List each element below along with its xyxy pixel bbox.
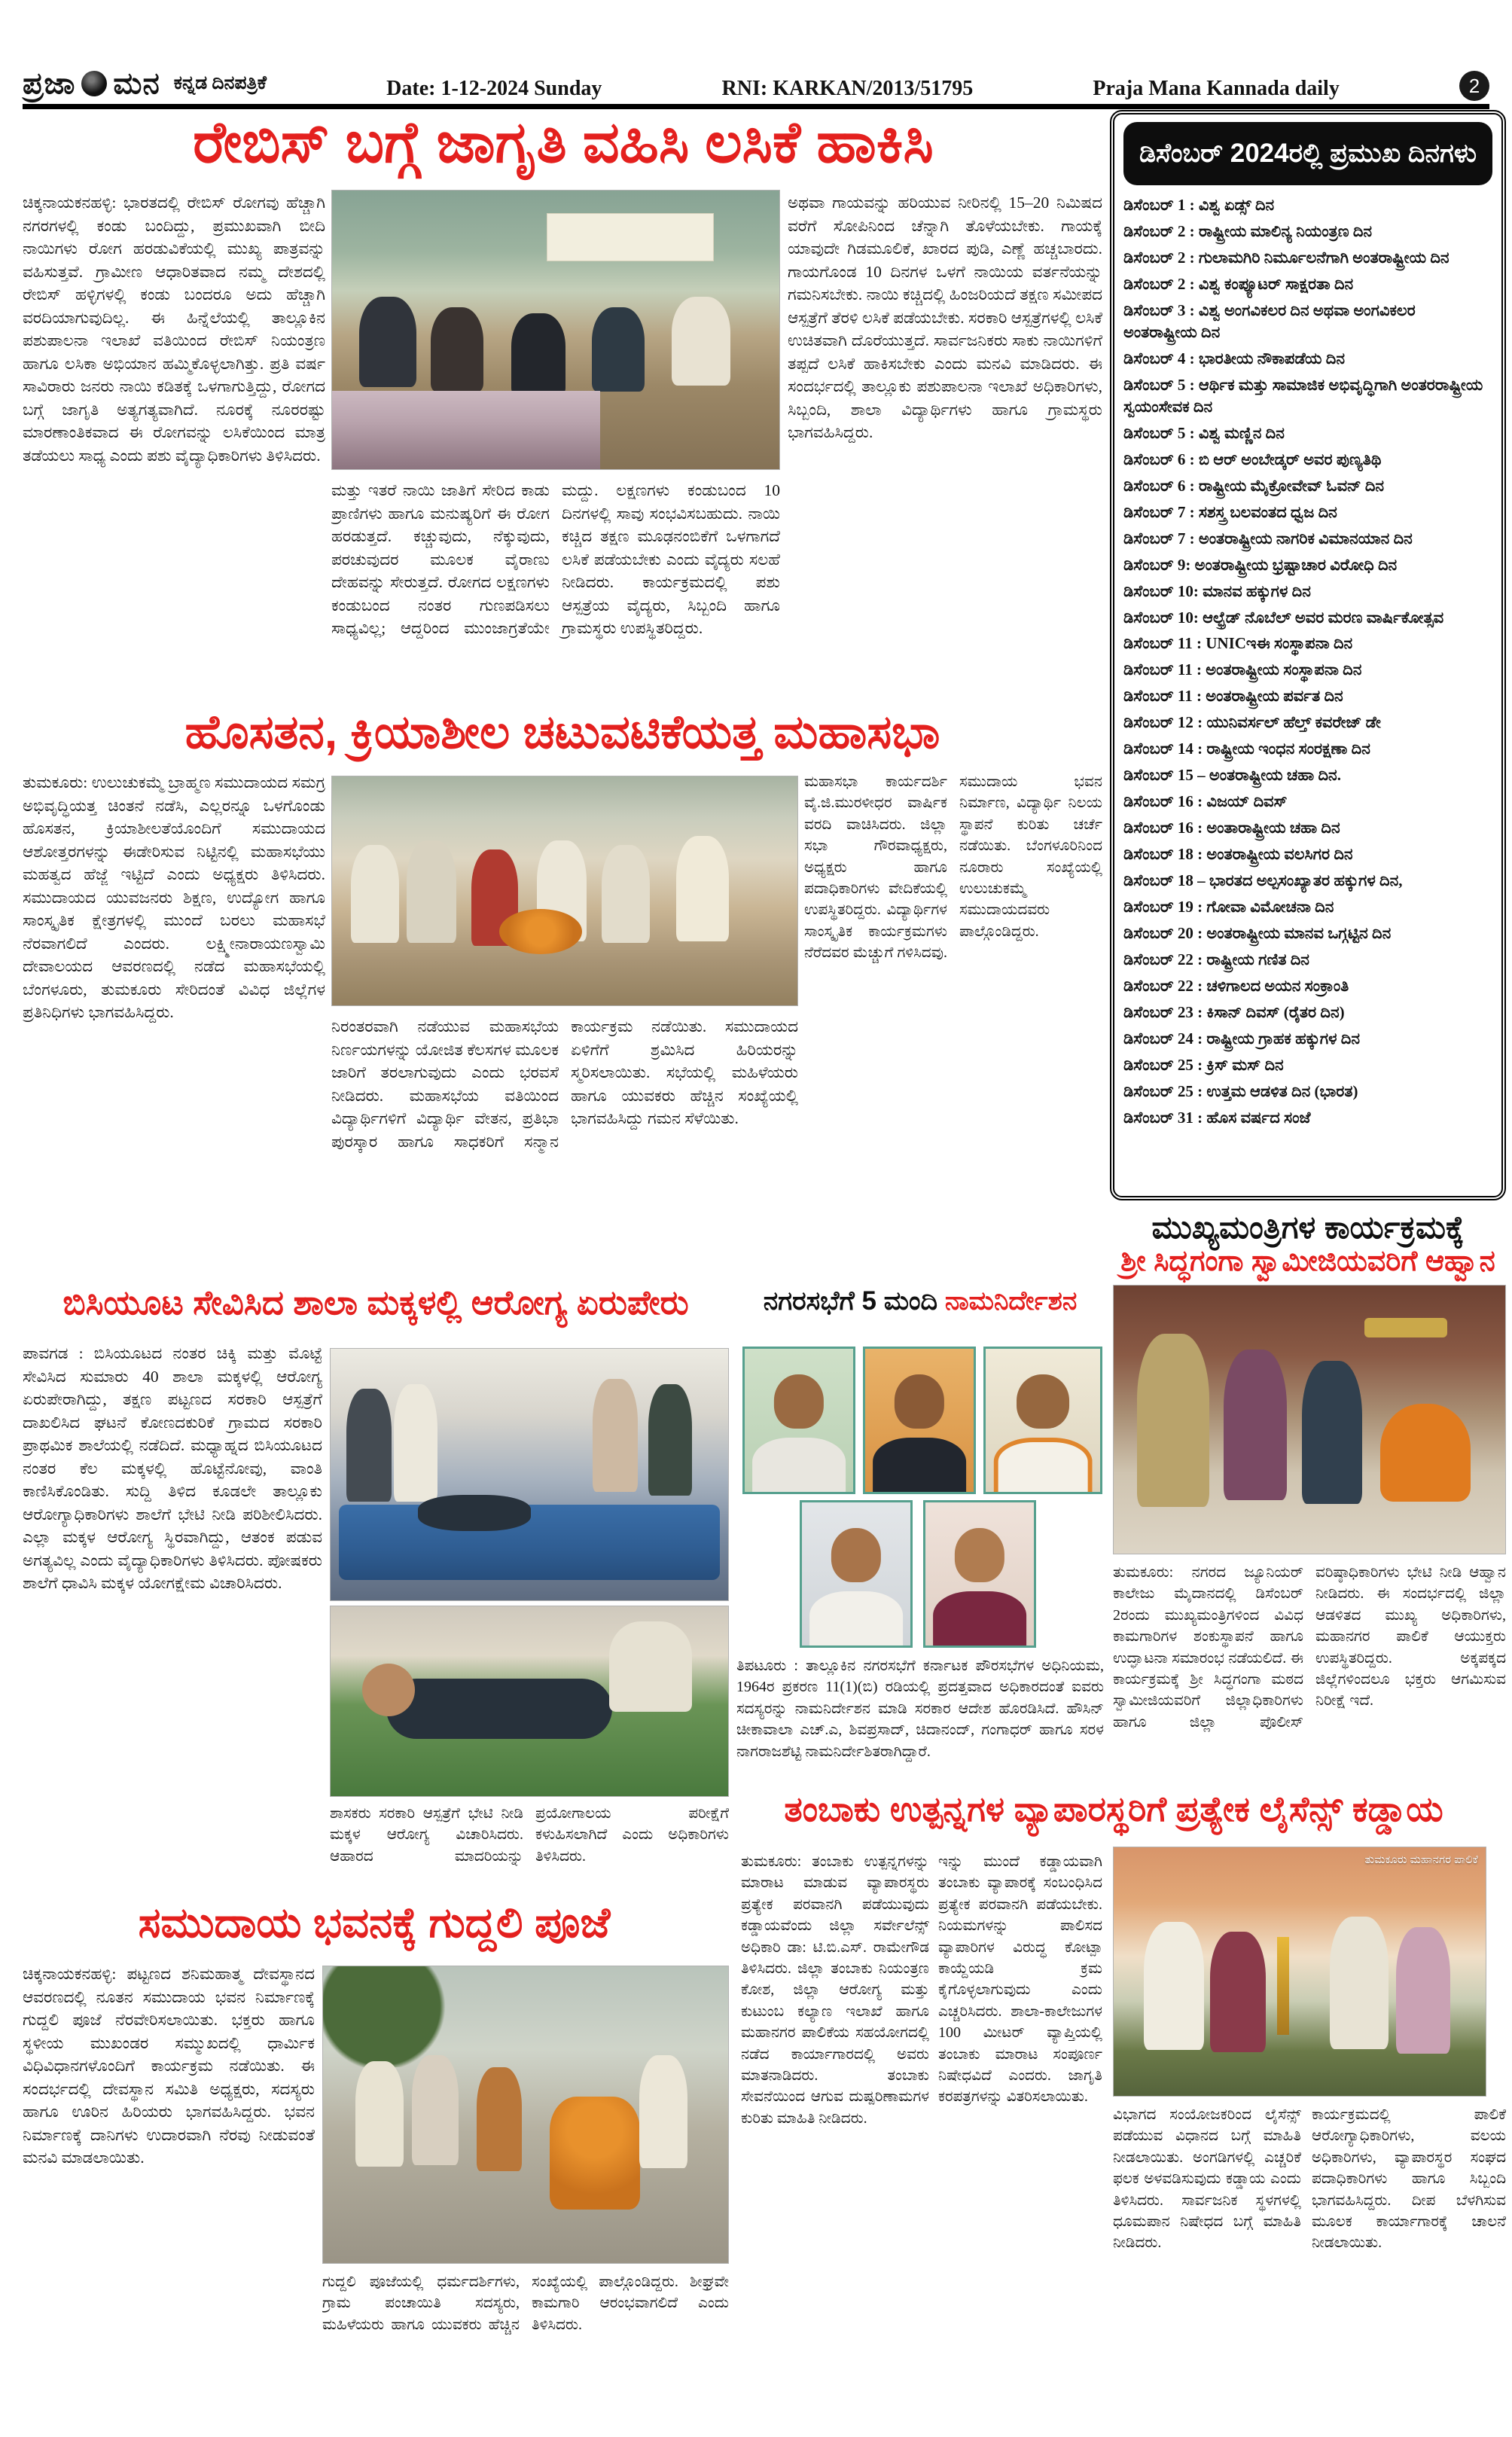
photo-table-shape bbox=[332, 391, 600, 469]
portrait-face-shape bbox=[895, 1374, 944, 1429]
portrait-torso-shape bbox=[994, 1438, 1093, 1494]
photo-figure-shape bbox=[609, 1621, 692, 1712]
hospital-ward-photo bbox=[330, 1348, 729, 1601]
page-number-badge: 2 bbox=[1459, 71, 1489, 101]
masthead-rule bbox=[23, 104, 1489, 109]
newspaper-logo bbox=[23, 66, 267, 101]
samudaya-column-1: ಚಿಕ್ಕನಾಯಕನಹಳ್ಳಿ: ಪಟ್ಟಣದ ಶನಿಮಹಾತ್ಮ ದೇವಸ್ಥಾನದ ಆವರಣದಲ್ಲಿ ನೂತನ ಸಮುದಾಯ ಭವನ ನಿರ್ಮಾಣಕ್ಕೆ ಗುದ್ದಲಿ ಪೂಜೆ ನೆರವೇರಿಸಲಾಯಿತು. ಭಕ್ತರು ಹಾಗೂ ಸ್ಥಳೀಯ ಮುಖಂಡರ ಸಮ್ಮುಖದಲ್ಲಿ ಧಾರ್ಮಿಕ ವಿಧಿವಿಧಾನಗಳೊಂದಿಗೆ ಕಾರ್ಯಕ್ರಮ ನಡೆಯಿತು. ಈ ಸಂದರ್ಭದಲ್ಲಿ ದೇವಸ್ಥಾನ ಸಮಿತಿ ಅಧ್ಯಕ್ಷರು, ಸದಸ್ಯರು ಹಾಗೂ ಊರಿನ ಹಿರಿಯರು ಭಾಗವಹಿಸಿದ್ದರು. ಭವನ ನಿರ್ಮಾಣಕ್ಕೆ ದಾನಿಗಳು ಉದಾರವಾಗಿ ನೆರವು ನೀಡುವಂತೆ ಮನವಿ ಮಾಡಲಾಯಿತು. bbox=[23, 1965, 315, 2167]
december-day-item: ಡಿಸೆಂಬರ್ 6 : ರಾಷ್ಟ್ರೀಯ ಮೈಕ್ರೋವೇವ್ ಓವನ್ ದಿನ bbox=[1123, 476, 1385, 495]
photo-figure-shape bbox=[592, 307, 645, 392]
photo-figure-shape bbox=[412, 2055, 459, 2165]
photo-figure-shape bbox=[593, 1379, 638, 1492]
december-day-item: ಡಿಸೆಂಬರ್ 2 : ವಿಶ್ವ ಕಂಪ್ಯೂಟರ್ ಸಾಕ್ಷರತಾ ದಿನ bbox=[1123, 274, 1354, 293]
rabies-awareness-photo bbox=[331, 190, 780, 470]
lion-emblem-icon bbox=[81, 71, 107, 96]
photo-figure-shape bbox=[602, 845, 650, 943]
mahasabha-ceremony-photo bbox=[331, 776, 798, 1006]
photo-figure-shape bbox=[1210, 1932, 1266, 2052]
december-day-item: ಡಿಸೆಂಬರ್ 22 : ರಾಷ್ಟ್ರೀಯ ಗಣಿತ ದಿನ bbox=[1123, 950, 1309, 969]
logo-subtitle: ಕನ್ನಡ ದಿನಪತ್ರಿಕೆ bbox=[173, 72, 267, 93]
portrait-face-shape bbox=[831, 1528, 881, 1582]
december-day-item: ಡಿಸೆಂಬರ್ 23 : ಕಿಸಾನ್ ದಿವಸ್ (ರೈತರ ದಿನ) bbox=[1123, 1003, 1345, 1022]
december-day-item: ಡಿಸೆಂಬರ್ 2 : ರಾಷ್ಟ್ರೀಯ ಮಾಲಿನ್ಯ ನಿಯಂತ್ರಣ ದಿನ bbox=[1123, 221, 1373, 240]
photo-figure-shape bbox=[431, 307, 483, 392]
photo-figure-shape bbox=[355, 2061, 404, 2167]
nominee-portrait-1 bbox=[742, 1347, 855, 1494]
december-day-item: ಡಿಸೆಂಬರ್ 10: ಆಲ್ಫ್ರೆಡ್ ನೊಬೆಲ್ ಅವರ ಮರಣ ವಾರ್ಷಿಕೋತ್ಸವ bbox=[1123, 608, 1444, 627]
photo-figure-shape bbox=[1144, 1922, 1204, 2050]
rni-number: RNI: KARKAN/2013/51795 bbox=[721, 77, 974, 100]
cm-invite-photo bbox=[1113, 1285, 1506, 1554]
december-day-item: ಡಿಸೆಂಬರ್ 3 : ವಿಶ್ವ ಅಂಗವಿಕಲರ ದಿನ ಅಥವಾ ಅಂಗವಿಕಲರ ಅಂತರಾಷ್ಟ್ರೀಯ ದಿನ bbox=[1123, 300, 1416, 341]
photo-figure-shape bbox=[511, 313, 565, 396]
portrait-face-shape bbox=[774, 1374, 824, 1429]
december-day-item: ಡಿಸೆಂಬರ್ 7 : ಅಂತರಾಷ್ಟ್ರೀಯ ನಾಗರಿಕ ವಿಮಾನಯಾನ ದಿನ bbox=[1123, 529, 1413, 547]
photo-banner-text: ತುಮಕೂರು ಮಹಾನಗರ ಪಾಲಿಕೆ bbox=[1364, 1853, 1478, 1866]
nomination-body: ತಿಪಟೂರು : ತಾಲ್ಲೂಕಿನ ನಗರಸಭೆಗೆ ಕರ್ನಾಟಕ ಪೌರಸಭೆಗಳ ಅಧಿನಿಯಮ, 1964ರ ಪ್ರಕರಣ 11(1)(ಬಿ) ರಡಿಯಲ್ಲಿ ಪ್ರದತ್ತವಾದ ಅಧಿಕಾರದಂತೆ ಐವರು ಸದಸ್ಯರನ್ನು ನಾಮನಿರ್ದೇಶನ ಮಾಡಿ ಸರಕಾರ ಆದೇಶ ಹೊರಡಿಸಿದೆ. ಹೌಸಿನ್ ಚೀಕಾವಾಲಾ ಎಚ್.ಎ, ಶಿವಪ್ರಸಾದ್, ಚಿದಾನಂದ್, ಗಂಗಾಧರ್ ಹಾಗೂ ಸರಳ ನಾಗರಾಜಶೆಟ್ಟಿ ನಾಮನಿರ್ದೇಶಿತರಾಗಿದ್ದಾರೆ. bbox=[736, 1658, 1104, 1760]
masthead bbox=[23, 66, 1489, 101]
portrait-face-shape bbox=[955, 1528, 1004, 1582]
tobacco-column-3: ವಿಭಾಗದ ಸಂಯೋಜಕರಿಂದ ಲೈಸೆನ್ಸ್ ಪಡೆಯುವ ವಿಧಾನದ ಬಗ್ಗೆ ಮಾಹಿತಿ ನೀಡಲಾಯಿತು. ಅಂಗಡಿಗಳಲ್ಲಿ ಎಚ್ಚರಿಕೆ ಫಲಕ ಅಳವಡಿಸುವುದು ಕಡ್ಡಾಯ ಎಂದು ತಿಳಿಸಿದರು. ಸಾರ್ವಜನಿಕ ಸ್ಥಳಗಳಲ್ಲಿ ಧೂಮಪಾನ ನಿಷೇಧದ ಬಗ್ಗೆ ಮಾಹಿತಿ ನೀಡಿದರು. bbox=[1113, 2106, 1301, 2252]
tobacco-column-1: ತುಮಕೂರು: ತಂಬಾಕು ಉತ್ಪನ್ನಗಳನ್ನು ಮಾರಾಟ ಮಾಡುವ ವ್ಯಾಪಾರಸ್ಥರು ಪ್ರತ್ಯೇಕ ಪರವಾನಗಿ ಪಡೆಯುವುದು ಕಡ್ಡಾಯವೆಂದು ಜಿಲ್ಲಾ ಸರ್ವೇಲೆನ್ಸ್ ಅಧಿಕಾರಿ ಡಾ: ಟಿ.ಬಿ.ಎಸ್. ರಾಮೇಗೌಡ ತಿಳಿಸಿದರು. ಜಿಲ್ಲಾ ತಂಬಾಕು ನಿಯಂತ್ರಣ ಕೋಶ, ಜಿಲ್ಲಾ ಆರೋಗ್ಯ ಮತ್ತು ಕುಟುಂಬ ಕಲ್ಯಾಣ ಇಲಾಖೆ ಹಾಗೂ ಮಹಾನಗರ ಪಾಲಿಕೆಯ ಸಹಯೋಗದಲ್ಲಿ ನಡೆದ ಕಾರ್ಯಾಗಾರದಲ್ಲಿ ಅವರು ಮಾತನಾಡಿದರು. ತಂಬಾಕು ಸೇವನೆಯಿಂದ ಆಗುವ ದುಷ್ಪರಿಣಾಮಗಳ ಕುರಿತು ಮಾಹಿತಿ ನೀಡಿದರು. bbox=[741, 1853, 929, 2127]
cm-invite-headline-black: ಮುಖ್ಯಮಂತ್ರಿಗಳ ಕಾರ್ಯಕ್ರಮಕ್ಕೆ bbox=[1151, 1209, 1465, 1245]
december-day-item: ಡಿಸೆಂಬರ್ 24 : ರಾಷ್ಟ್ರೀಯ ಗ್ರಾಹಕ ಹಕ್ಕುಗಳ ದಿನ bbox=[1123, 1029, 1361, 1048]
cm-invite-headline bbox=[1110, 1209, 1506, 1279]
photo-figure-shape bbox=[351, 845, 399, 943]
december-day-item: ಡಿಸೆಂಬರ್ 2 : ಗುಲಾಮಗಿರಿ ನಿರ್ಮೂಲನೆಗಾಗಿ ಅಂತರಾಷ್ಟ್ರೀಯ ದಿನ bbox=[1123, 248, 1450, 267]
nomination-headline-red: ನಾಮನಿರ್ದೇಶನ bbox=[937, 1286, 1078, 1316]
mahasabha-headline: ಹೊಸತನ, ಕ್ರಿಯಾಶೀಲ ಚಟುವಟಿಕೆಯತ್ತ ಮಹಾಸಭಾ bbox=[184, 706, 940, 758]
december-day-item: ಡಿಸೆಂಬರ್ 12 : ಯುನಿವರ್ಸಲ್ ಹೆಲ್ತ್ ಕವರೇಜ್ ಡೇ bbox=[1123, 713, 1381, 732]
photo-figure-shape bbox=[477, 2067, 522, 2171]
photo-garland-shape bbox=[499, 909, 582, 954]
december-day-item: ಡಿಸೆಂಬರ್ 25 : ಉತ್ತಮ ಆಡಳಿತ ದಿನ (ಭಾರತ) bbox=[1123, 1081, 1358, 1100]
december-day-item: ಡಿಸೆಂಬರ್ 20 : ಅಂತರಾಷ್ಟ್ರೀಯ ಮಾನವ ಒಗ್ಗಟ್ಟಿನ ದಿನ bbox=[1123, 924, 1392, 943]
photo-head-shape bbox=[362, 1664, 415, 1716]
portrait-torso-shape bbox=[752, 1438, 846, 1494]
portrait-torso-shape bbox=[809, 1591, 903, 1648]
mahasabha-column-right: ಮಹಾಸಭಾ ಕಾರ್ಯದರ್ಶಿ ವೈ.ಜಿ.ಮುರಳೀಧರ ವಾರ್ಷಿಕ ವರದಿ ವಾಚಿಸಿದರು. ಜಿಲ್ಲಾ ಸಭಾ ಗೌರವಾಧ್ಯಕ್ಷರು, ಅಧ್ಯಕ್ಷರು ಹಾಗೂ ಪದಾಧಿಕಾರಿಗಳು ವೇದಿಕೆಯಲ್ಲಿ ಉಪಸ್ಥಿತರಿದ್ದರು. ವಿದ್ಯಾರ್ಥಿಗಳ ಸಾಂಸ್ಕೃತಿಕ ಕಾರ್ಯಕ್ರಮಗಳು ನೆರೆದವರ ಮೆಚ್ಚುಗೆ ಗಳಿಸಿದವು. ಸಮುದಾಯ ಭವನ ನಿರ್ಮಾಣ, ವಿದ್ಯಾರ್ಥಿ ನಿಲಯ ಸ್ಥಾಪನೆ ಕುರಿತು ಚರ್ಚೆ ನಡೆಯಿತು. ಬೆಂಗಳೂರಿನಿಂದ ನೂರಾರು ಸಂಖ್ಯೆಯಲ್ಲಿ ಉಲುಚುಕಮ್ಮೆ ಸಮುದಾಯದವರು ಪಾಲ್ಗೊಂಡಿದ್ದರು. bbox=[804, 773, 1102, 962]
photo-figure-shape bbox=[1330, 1917, 1389, 2049]
tobacco-workshop-photo bbox=[1113, 1847, 1486, 2097]
samudaya-under-text: ಗುದ್ದಲಿ ಪೂಜೆಯಲ್ಲಿ ಧರ್ಮದರ್ಶಿಗಳು, ಗ್ರಾಮ ಪಂಚಾಯಿತಿ ಸದಸ್ಯರು, ಮಹಿಳೆಯರು ಹಾಗೂ ಯುವಕರು ಹೆಚ್ಚಿನ ಸಂಖ್ಯೆಯಲ್ಲಿ ಪಾಲ್ಗೊಂಡಿದ್ದರು. ಶೀಘ್ರವೇ ಕಾಮಗಾರಿ ಆರಂಭವಾಗಲಿದೆ ಎಂದು ತಿಳಿಸಿದರು. bbox=[322, 2274, 729, 2333]
photo-figure-shape bbox=[672, 297, 730, 386]
december-day-item: ಡಿಸೆಂಬರ್ 18 – ಭಾರತದ ಅಲ್ಪಸಂಖ್ಯಾತರ ಹಕ್ಕುಗಳ ದಿನ, bbox=[1123, 871, 1403, 890]
portrait-face-shape bbox=[1017, 1374, 1069, 1429]
photo-tree-shape bbox=[323, 1966, 469, 2067]
december-days-title: ಡಿಸೆಂಬರ್ 2024ರಲ್ಲಿ ಪ್ರಮುಖ ದಿನಗಳು bbox=[1123, 122, 1492, 185]
december-day-item: ಡಿಸೆಂಬರ್ 14 : ರಾಷ್ಟ್ರೀಯ ಇಂಧನ ಸಂರಕ್ಷಣಾ ದಿನ bbox=[1123, 740, 1370, 758]
photo-lamp-shape bbox=[1277, 1937, 1289, 2035]
photo-figure-shape bbox=[639, 2055, 687, 2168]
mahasabha-column-mid: ನಿರಂತರವಾಗಿ ನಡೆಯುವ ಮಹಾಸಭೆಯ ನಿರ್ಣಯಗಳನ್ನು ಯೋಜಿತ ಕೆಲಸಗಳ ಮೂಲಕ ಜಾರಿಗೆ ತರಲಾಗುವುದು ಎಂದು ಭರವಸೆ ನೀಡಿದರು. ಮಹಾಸಭೆಯ ವತಿಯಿಂದ ವಿದ್ಯಾರ್ಥಿಗಳಿಗೆ ವಿದ್ಯಾರ್ಥಿ ವೇತನ, ಪ್ರತಿಭಾ ಪುರಸ್ಕಾರ ಹಾಗೂ ಸಾಧಕರಿಗೆ ಸನ್ಮಾನ ಕಾರ್ಯಕ್ರಮ ನಡೆಯಿತು. ಸಮುದಾಯದ ಏಳಿಗೆಗೆ ಶ್ರಮಿಸಿದ ಹಿರಿಯರನ್ನು ಸ್ಮರಿಸಲಾಯಿತು. ಸಭೆಯಲ್ಲಿ ಮಹಿಳೆಯರು ಹಾಗೂ ಯುವಕರು ಹೆಚ್ಚಿನ ಸಂಖ್ಯೆಯಲ್ಲಿ ಭಾಗವಹಿಸಿದ್ದು ಗಮನ ಸೆಳೆಯಿತು. bbox=[331, 1017, 798, 1151]
logo-text-right: ಮನ bbox=[113, 66, 160, 100]
photo-figure-shape bbox=[394, 1384, 437, 1502]
december-day-item: ಡಿಸೆಂಬರ್ 16 : ಅಂತಾರಾಷ್ಟ್ರೀಯ ಚಹಾ ದಿನ bbox=[1123, 819, 1340, 837]
rabies-headline: ರೇಬಿಸ್ ಬಗ್ಗೆ ಜಾಗೃತಿ ವಹಿಸಿ ಲಸಿಕೆ ಹಾಕಿಸಿ bbox=[193, 111, 934, 175]
photo-figure-shape bbox=[346, 1389, 392, 1502]
tobacco-column-4: ಕಾರ್ಯಕ್ರಮದಲ್ಲಿ ಪಾಲಿಕೆ ಆರೋಗ್ಯಾಧಿಕಾರಿಗಳು, ವಲಯ ಅಧಿಕಾರಿಗಳು, ವ್ಯಾಪಾರಸ್ಥರ ಸಂಘದ ಪದಾಧಿಕಾರಿಗಳು ಹಾಗೂ ಸಿಬ್ಬಂದಿ ಭಾಗವಹಿಸಿದ್ದರು. ದೀಪ ಬೆಳಗಿಸುವ ಮೂಲಕ ಕಾರ್ಯಾಗಾರಕ್ಕೆ ಚಾಲನೆ ನೀಡಲಾಯಿತು. bbox=[1312, 2106, 1506, 2252]
mahasabha-column-1: ತುಮಕೂರು: ಉಲುಚುಕಮ್ಮೆ ಬ್ರಾಹ್ಮಣ ಸಮುದಾಯದ ಸಮಗ್ರ ಅಭಿವೃದ್ಧಿಯತ್ತ ಚಿಂತನೆ ನಡೆಸಿ, ಎಲ್ಲರನ್ನೂ ಒಳಗೊಂಡು ಹೊಸತನ, ಕ್ರಿಯಾಶೀಲತೆಯೊಂದಿಗೆ ಸಮುದಾಯದ ಆಶೋತ್ತರಗಳನ್ನು ಈಡೇರಿಸುವ ನಿಟ್ಟಿನಲ್ಲಿ ಮಹಾಸಭೆಯು ಮಹತ್ವದ ಹೆಜ್ಜೆ ಇಟ್ಟಿದೆ ಎಂದು ಅಧ್ಯಕ್ಷರು ತಿಳಿಸಿದರು. ಸಮುದಾಯದ ಯುವಜನರು ಶಿಕ್ಷಣ, ಉದ್ಯೋಗ ಹಾಗೂ ಸಾಂಸ್ಕೃತಿಕ ಕ್ಷೇತ್ರಗಳಲ್ಲಿ ಮುಂದೆ ಬರಲು ಮಹಾಸಭೆ ನೆರವಾಗಲಿದೆ ಎಂದರು. ಲಕ್ಷ್ಮೀನಾರಾಯಣಸ್ವಾಮಿ ದೇವಾಲಯದ ಆವರಣದಲ್ಲಿ ನಡೆದ ಮಹಾಸಭೆಯಲ್ಲಿ ಬೆಂಗಳೂರು, ತುಮಕೂರು ಸೇರಿದಂತೆ ವಿವಿಧ ಜಿಲ್ಲೆಗಳ ಪ್ರತಿನಿಧಿಗಳು ಭಾಗವಹಿಸಿದ್ದರು. bbox=[23, 773, 325, 1022]
photo-figure-shape bbox=[407, 840, 456, 943]
portrait-torso-shape bbox=[933, 1591, 1026, 1648]
nomination-headline bbox=[736, 1288, 1104, 1316]
tobacco-headline: ತಂಬಾಕು ಉತ್ಪನ್ನಗಳ ವ್ಯಾಪಾರಸ್ಥರಿಗೆ ಪ್ರತ್ಯೇಕ ಲೈಸೆನ್ಸ್ ಕಡ್ಡಾಯ bbox=[784, 1789, 1443, 1829]
hospital-bed-photo bbox=[330, 1606, 729, 1797]
paper-name: Praja Mana Kannada daily bbox=[1093, 77, 1340, 100]
cm-invite-body: ತುಮಕೂರು: ನಗರದ ಜ್ಯೂನಿಯರ್ ಕಾಲೇಜು ಮೈದಾನದಲ್ಲಿ ಡಿಸೆಂಬರ್ 2ರಂದು ಮುಖ್ಯಮಂತ್ರಿಗಳಿಂದ ವಿವಿಧ ಕಾಮಗಾರಿಗಳ ಶಂಕುಸ್ಥಾಪನೆ ಹಾಗೂ ಉದ್ಘಾಟನಾ ಸಮಾರಂಭ ನಡೆಯಲಿದೆ. ಈ ಕಾರ್ಯಕ್ರಮಕ್ಕೆ ಶ್ರೀ ಸಿದ್ಧಗಂಗಾ ಮಠದ ಸ್ವಾಮೀಜಿಯವರಿಗೆ ಜಿಲ್ಲಾಧಿಕಾರಿಗಳು ಹಾಗೂ ಜಿಲ್ಲಾ ಪೊಲೀಸ್ ವರಿಷ್ಠಾಧಿಕಾರಿಗಳು ಭೇಟಿ ನೀಡಿ ಆಹ್ವಾನ ನೀಡಿದರು. ಈ ಸಂದರ್ಭದಲ್ಲಿ ಜಿಲ್ಲಾ ಆಡಳಿತದ ಮುಖ್ಯ ಅಧಿಕಾರಿಗಳು, ಮಹಾನಗರ ಪಾಲಿಕೆ ಆಯುಕ್ತರು ಉಪಸ್ಥಿತರಿದ್ದರು. ಅಕ್ಕಪಕ್ಕದ ಜಿಲ್ಲೆಗಳಿಂದಲೂ ಭಕ್ತರು ಆಗಮಿಸುವ ನಿರೀಕ್ಷೆ ಇದೆ. bbox=[1113, 1564, 1506, 1731]
bisiyoota-headline: ಬಿಸಿಯೂಟ ಸೇವಿಸಿದ ಶಾಲಾ ಮಕ್ಕಳಲ್ಲಿ ಆರೋಗ್ಯ ಏರುಪೇರು bbox=[62, 1283, 689, 1322]
bisiyoota-under-text: ಶಾಸಕರು ಸರಕಾರಿ ಆಸ್ಪತ್ರೆಗೆ ಭೇಟಿ ನೀಡಿ ಮಕ್ಕಳ ಆರೋಗ್ಯ ವಿಚಾರಿಸಿದರು. ಆಹಾರದ ಮಾದರಿಯನ್ನು ಪ್ರಯೋಗಾಲಯ ಪರೀಕ್ಷೆಗೆ ಕಳುಹಿಸಲಾಗಿದೆ ಎಂದು ಅಧಿಕಾರಿಗಳು ತಿಳಿಸಿದರು. bbox=[330, 1805, 729, 1865]
december-day-item: ಡಿಸೆಂಬರ್ 19 : ಗೋವಾ ವಿಮೋಚನಾ ದಿನ bbox=[1123, 898, 1334, 917]
tobacco-column-2: ಇನ್ನು ಮುಂದೆ ಕಡ್ಡಾಯವಾಗಿ ತಂಬಾಕು ವ್ಯಾಪಾರಕ್ಕೆ ಸಂಬಂಧಿಸಿದ ಪ್ರತ್ಯೇಕ ಪರವಾನಗಿ ಪಡೆಯಬೇಕು. ನಿಯಮಗಳನ್ನು ಪಾಲಿಸದ ವ್ಯಾಪಾರಿಗಳ ವಿರುದ್ಧ ಕೋಟ್ಪಾ ಕಾಯ್ದೆಯಡಿ ಕ್ರಮ ಕೈಗೊಳ್ಳಲಾಗುವುದು ಎಂದು ಎಚ್ಚರಿಸಿದರು. ಶಾಲಾ-ಕಾಲೇಜುಗಳ 100 ಮೀಟರ್ ವ್ಯಾಪ್ತಿಯಲ್ಲಿ ತಂಬಾಕು ಮಾರಾಟ ಸಂಪೂರ್ಣ ನಿಷೇಧವಿದೆ ಎಂದರು. ಜಾಗೃತಿ ಕರಪತ್ರಗಳನ್ನು ವಿತರಿಸಲಾಯಿತು. bbox=[938, 1853, 1102, 2106]
december-day-item: ಡಿಸೆಂಬರ್ 5 : ವಿಶ್ವ ಮಣ್ಣಿನ ದಿನ bbox=[1123, 423, 1285, 442]
gudli-pooja-photo bbox=[322, 1966, 729, 2264]
photo-idol-shape bbox=[550, 2097, 640, 2210]
december-day-item: ಡಿಸೆಂಬರ್ 11 : ಅಂತರಾಷ್ಟ್ರೀಯ ಸಂಸ್ಥಾಪನಾ ದಿನ bbox=[1123, 660, 1362, 679]
december-day-item: ಡಿಸೆಂಬರ್ 6 : ಬಿ ಆರ್ ಅಂಬೇಡ್ಕರ್ ಅವರ ಪುಣ್ಯತಿಥಿ bbox=[1123, 450, 1382, 468]
december-day-item: ಡಿಸೆಂಬರ್ 15 – ಅಂತರಾಷ್ಟ್ರೀಯ ಚಹಾ ದಿನ. bbox=[1123, 766, 1341, 785]
december-day-item: ಡಿಸೆಂಬರ್ 10: ಮಾನವ ಹಕ್ಕುಗಳ ದಿನ bbox=[1123, 581, 1311, 600]
photo-figure-shape bbox=[359, 297, 416, 387]
bisiyoota-column-1: ಪಾವಗಡ : ಬಿಸಿಯೂಟದ ನಂತರ ಚಿಕ್ಕಿ ಮತ್ತು ಮೊಟ್ಟೆ ಸೇವಿಸಿದ ಸುಮಾರು 40 ಶಾಲಾ ಮಕ್ಕಳಲ್ಲಿ ಆರೋಗ್ಯ ಏರುಪೇರಾಗಿದ್ದು, ತಕ್ಷಣ ಪಟ್ಟಣದ ಸರಕಾರಿ ಆಸ್ಪತ್ರೆಗೆ ದಾಖಲಿಸಿದ ಘಟನೆ ಕೋಣದಕುರಿಕೆ ಗ್ರಾಮದ ಸರಕಾರಿ ಪ್ರಾಥಮಿಕ ಶಾಲೆಯಲ್ಲಿ ನಡೆದಿದೆ. ಮಧ್ಯಾಹ್ನದ ಬಿಸಿಯೂಟದ ನಂತರ ಕೆಲ ಮಕ್ಕಳಲ್ಲಿ ಹೊಟ್ಟೆನೋವು, ವಾಂತಿ ಕಾಣಿಸಿಕೊಂಡಿತು. ಸುದ್ದಿ ತಿಳಿದ ಕೂಡಲೇ ತಾಲ್ಲೂಕು ಆರೋಗ್ಯಾಧಿಕಾರಿಗಳು ಶಾಲೆಗೆ ಭೇಟಿ ನೀಡಿ ಪರಿಶೀಲಿಸಿದರು. ಎಲ್ಲಾ ಮಕ್ಕಳ ಆರೋಗ್ಯ ಸ್ಥಿರವಾಗಿದ್ದು, ಆತಂಕ ಪಡುವ ಅಗತ್ಯವಿಲ್ಲ ಎಂದು ವೈದ್ಯಾಧಿಕಾರಿಗಳು ತಿಳಿಸಿದರು. ಪೋಷಕರು ಶಾಲೆಗೆ ಧಾವಿಸಿ ಮಕ್ಕಳ ಯೋಗಕ್ಷೇಮ ವಿಚಾರಿಸಿದರು. bbox=[23, 1344, 322, 1593]
december-day-item: ಡಿಸೆಂಬರ್ 11 : ಅಂತರಾಷ್ಟ್ರೀಯ ಪರ್ವತ ದಿನ bbox=[1123, 687, 1343, 706]
december-day-item: ಡಿಸೆಂಬರ್ 25 : ಕ್ರಿಸ್ ಮಸ್ ದಿನ bbox=[1123, 1055, 1284, 1074]
nominee-portrait-5 bbox=[923, 1500, 1036, 1648]
december-day-item: ಡಿಸೆಂಬರ್ 22 : ಚಳಿಗಾಲದ ಅಯನ ಸಂಕ್ರಾಂತಿ bbox=[1123, 977, 1349, 996]
december-day-item: ಡಿಸೆಂಬರ್ 31 : ಹೊಸ ವರ್ಷದ ಸಂಜೆ bbox=[1123, 1108, 1311, 1127]
december-day-item: ಡಿಸೆಂಬರ್ 1 : ವಿಶ್ವ ಏಡ್ಸ್ ದಿನ bbox=[1123, 196, 1275, 214]
december-day-item: ಡಿಸೆಂಬರ್ 7 : ಸಶಸ್ತ್ರ ಬಲವಂತದ ಧ್ವಜ ದಿನ bbox=[1123, 502, 1337, 521]
cm-invite-headline-red: ಶ್ರೀ ಸಿದ್ಧಗಂಗಾ ಸ್ವಾಮೀಜಿಯವರಿಗೆ ಆಹ್ವಾನ bbox=[1120, 1246, 1495, 1278]
december-days-box bbox=[1110, 110, 1506, 1200]
nominee-portrait-3 bbox=[983, 1347, 1102, 1494]
rabies-column-4: ಅಥವಾ ಗಾಯವನ್ನು ಹರಿಯುವ ನೀರಿನಲ್ಲಿ 15–20 ನಿಮಿಷದ ವರೆಗೆ ಸೋಪಿನಿಂದ ಚೆನ್ನಾಗಿ ತೊಳೆಯಬೇಕು. ಗಾಯಕ್ಕೆ ಯಾವುದೇ ಗಿಡಮೂಲಿಕೆ, ಖಾರದ ಪುಡಿ, ಎಣ್ಣೆ ಹಚ್ಚಬಾರದು. ಗಾಯಗೊಂಡ 10 ದಿನಗಳ ಒಳಗೆ ನಾಯಿಯ ವರ್ತನೆಯನ್ನು ಗಮನಿಸಬೇಕು. ನಾಯಿ ಕಚ್ಚಿದಲ್ಲಿ ಹಿಂಜರಿಯದೆ ತಕ್ಷಣ ಸಮೀಪದ ಆಸ್ಪತ್ರೆಗೆ ತೆರಳಿ ಲಸಿಕೆ ಪಡೆಯಬೇಕು. ಸರಕಾರಿ ಆಸ್ಪತ್ರೆಗಳಲ್ಲಿ ಲಸಿಕೆ ಉಚಿತವಾಗಿ ದೊರೆಯುತ್ತದೆ. ಸಾರ್ವಜನಿಕರು ಸಾಕು ನಾಯಿಗಳಿಗೆ ತಪ್ಪದೆ ಲಸಿಕೆ ಹಾಕಿಸಬೇಕು ಎಂದು ಮನವಿ ಮಾಡಿದರು. ಈ ಸಂದರ್ಭದಲ್ಲಿ ತಾಲ್ಲೂಕು ಪಶುಪಾಲನಾ ಇಲಾಖೆ ಅಧಿಕಾರಿಗಳು, ಸಿಬ್ಬಂದಿ, ಶಾಲಾ ವಿದ್ಯಾರ್ಥಿಗಳು ಹಾಗೂ ಗ್ರಾಮಸ್ಥರು ಭಾಗವಹಿಸಿದ್ದರು. bbox=[788, 194, 1102, 442]
photo-figure-shape bbox=[1302, 1361, 1362, 1504]
samudaya-headline: ಸಮುದಾಯ ಭವನಕ್ಕೆ ಗುದ್ದಲಿ ಪೂಜೆ bbox=[138, 1899, 611, 1946]
nominee-portrait-2 bbox=[863, 1347, 976, 1494]
edition-date: Date: 1-12-2024 Sunday bbox=[386, 77, 602, 100]
photo-banner-shape bbox=[547, 213, 714, 261]
nominee-portrait-4 bbox=[800, 1500, 913, 1648]
photo-figure-shape bbox=[676, 836, 729, 941]
portrait-torso-shape bbox=[873, 1438, 966, 1494]
december-day-item: ಡಿಸೆಂಬರ್ 18 : ಅಂತರಾಷ್ಟ್ರೀಯ ವಲಸಿಗರ ದಿನ bbox=[1123, 845, 1353, 864]
photo-figure-shape bbox=[648, 1384, 692, 1496]
rabies-column-mid: ಮತ್ತು ಇತರೆ ನಾಯಿ ಜಾತಿಗೆ ಸೇರಿದ ಕಾಡು ಪ್ರಾಣಿಗಳು ಹಾಗೂ ಮನುಷ್ಯರಿಗೆ ಈ ರೋಗ ಹರಡುತ್ತದೆ. ಕಚ್ಚುವುದು, ನೆಕ್ಕುವುದು, ಪರಚುವುದರ ಮೂಲಕ ವೈರಾಣು ದೇಹವನ್ನು ಸೇರುತ್ತದೆ. ರೋಗದ ಲಕ್ಷಣಗಳು ಕಂಡುಬಂದ ನಂತರ ಗುಣಪಡಿಸಲು ಸಾಧ್ಯವಿಲ್ಲ; ಆದ್ದರಿಂದ ಮುಂಜಾಗ್ರತೆಯೇ ಮದ್ದು. ಲಕ್ಷಣಗಳು ಕಂಡುಬಂದ 10 ದಿನಗಳಲ್ಲಿ ಸಾವು ಸಂಭವಿಸಬಹುದು. ನಾಯಿ ಕಚ್ಚಿದ ತಕ್ಷಣ ಮೂಢನಂಬಿಕೆಗೆ ಒಳಗಾಗದೆ ಲಸಿಕೆ ಪಡೆಯಬೇಕು ಎಂದು ವೈದ್ಯರು ಸಲಹೆ ನೀಡಿದರು. ಕಾರ್ಯಕ್ರಮದಲ್ಲಿ ಪಶು ಆಸ್ಪತ್ರೆಯ ವೈದ್ಯರು, ಸಿಬ್ಬಂದಿ ಹಾಗೂ ಗ್ರಾಮಸ್ಥರು ಉಪಸ್ಥಿತರಿದ್ದರು. bbox=[331, 481, 780, 638]
december-day-item: ಡಿಸೆಂಬರ್ 16 : ವಿಜಯ್ ದಿವಸ್ bbox=[1123, 792, 1288, 811]
photo-child-shape bbox=[418, 1495, 531, 1531]
december-day-item: ಡಿಸೆಂಬರ್ 4 : ಭಾರತೀಯ ನೌಕಾಪಡೆಯ ದಿನ bbox=[1123, 349, 1346, 368]
december-day-item: ಡಿಸೆಂಬರ್ 11 : UNICಇಈ ಸಂಸ್ಥಾಪನಾ ದಿನ bbox=[1123, 634, 1353, 653]
rabies-column-1: ಚಿಕ್ಕನಾಯಕನಹಳ್ಳಿ: ಭಾರತದಲ್ಲಿ ರೇಬಿಸ್ ರೋಗವು ಹೆಚ್ಚಾಗಿ ನಗರಗಳಲ್ಲಿ ಕಂಡು ಬಂದಿದ್ದು, ಪ್ರಮುಖವಾಗಿ ಬೀದಿ ನಾಯಿಗಳು ರೋಗ ಹರಡುವಿಕೆಯಲ್ಲಿ ಮುಖ್ಯ ಪಾತ್ರವನ್ನು ವಹಿಸುತ್ತವೆ. ಗ್ರಾಮೀಣ ಆಧಾರಿತವಾದ ನಮ್ಮ ದೇಶದಲ್ಲಿ ರೇಬಿಸ್ ಹಳ್ಳಿಗಳಲ್ಲಿ ಕಂಡು ಬಂದರೂ ಅದು ಹೆಚ್ಚಾಗಿ ವರದಿಯಾಗುವುದಿಲ್ಲ. ಈ ಹಿನ್ನೆಲೆಯಲ್ಲಿ ತಾಲ್ಲೂಕಿನ ಪಶುಪಾಲನಾ ಇಲಾಖೆ ವತಿಯಿಂದ ರೇಬಿಸ್ ನಿಯಂತ್ರಣ ಹಾಗೂ ಲಸಿಕಾ ಅಭಿಯಾನ ಹಮ್ಮಿಕೊಳ್ಳಲಾಗಿತ್ತು. ಪ್ರತಿ ವರ್ಷ ಸಾವಿರಾರು ಜನರು ನಾಯಿ ಕಡಿತಕ್ಕೆ ಒಳಗಾಗುತ್ತಿದ್ದು, ರೋಗದ ಬಗ್ಗೆ ಜಾಗೃತಿ ಅತ್ಯಗತ್ಯವಾಗಿದೆ. ನೂರಕ್ಕೆ ನೂರರಷ್ಟು ಮಾರಣಾಂತಿಕವಾದ ಈ ರೋಗವನ್ನು ಲಸಿಕೆಯಿಂದ ಮಾತ್ರ ತಡೆಯಲು ಸಾಧ್ಯ ಎಂದು ಪಶು ವೈದ್ಯಾಧಿಕಾರಿಗಳು ತಿಳಿಸಿದರು. bbox=[23, 194, 325, 465]
photo-figure-shape bbox=[1224, 1350, 1287, 1500]
december-day-item: ಡಿಸೆಂಬರ್ 5 : ಆರ್ಥಿಕ ಮತ್ತು ಸಾಮಾಜಿಕ ಅಭಿವೃದ್ಧಿಗಾಗಿ ಅಂತರರಾಷ್ಟ್ರೀಯ ಸ್ವಯಂಸೇವಕ ದಿನ bbox=[1123, 375, 1483, 416]
december-days-list bbox=[1123, 194, 1492, 1129]
nomination-headline-black: ನಗರಸಭೆಗೆ 5 ಮಂದಿ bbox=[763, 1286, 938, 1316]
photo-frame-shape bbox=[1364, 1318, 1447, 1337]
photo-figure-shape bbox=[1396, 1927, 1450, 2054]
photo-child-shape bbox=[386, 1679, 612, 1739]
logo-text-left: ಪ್ರಜಾ bbox=[23, 66, 76, 100]
photo-swamiji-shape bbox=[1380, 1404, 1471, 1502]
photo-officer-shape bbox=[1137, 1334, 1209, 1507]
december-day-item: ಡಿಸೆಂಬರ್ 9: ಅಂತರಾಷ್ಟ್ರೀಯ ಭ್ರಷ್ಟಾಚಾರ ವಿರೋಧಿ ದಿನ bbox=[1123, 555, 1398, 574]
